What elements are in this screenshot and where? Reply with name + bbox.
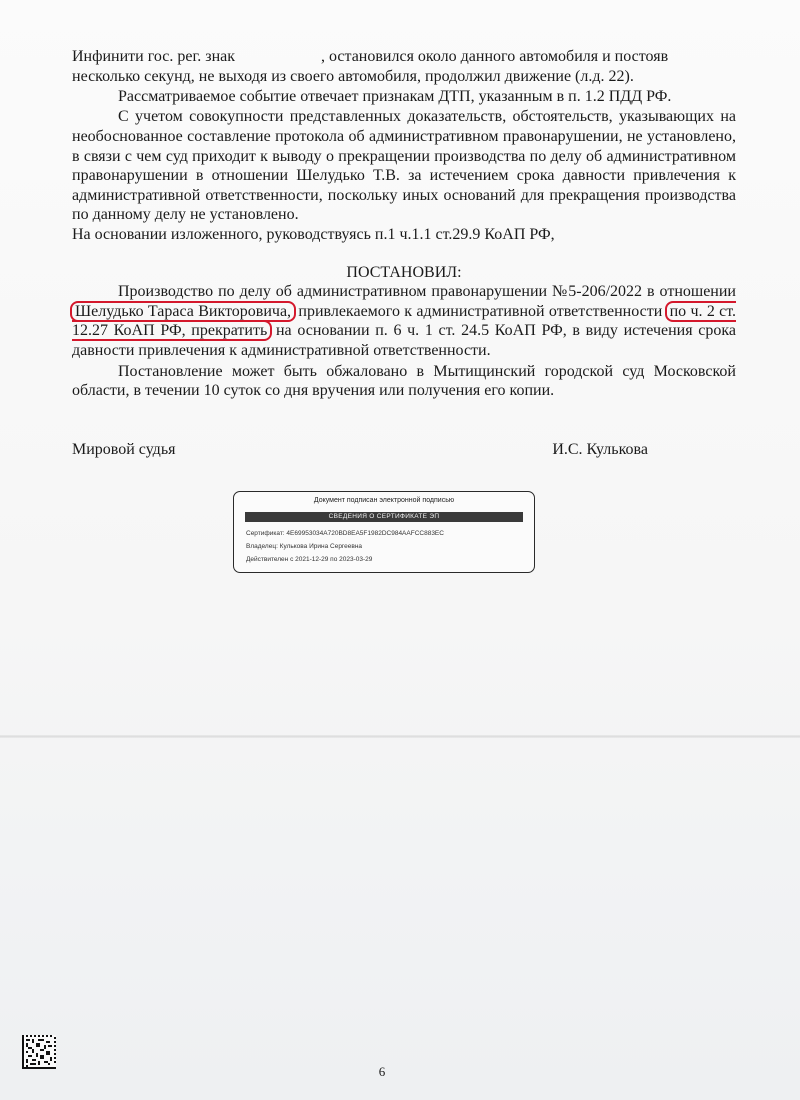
stamp-owner: Владелец: Кулькова Ирина Сергеевна: [246, 543, 363, 550]
para1-part2: , остановился около данного автомобиля и постояв: [321, 48, 669, 65]
paragraph-conclusion: С учетом совокупности представленных доказательств, обстоятельств, указывающих на необоснованное составление протокола об административном правонарушении, не установлено, в связи с чем суд приходит к выводу о прекращении производства по делу об административном правонарушении в отношении Шелудько Т.В. за истечением срока давности привлечения к административной ответственности, поскольку иных оснований для прекращения производства по данному делу не установлено.: [72, 108, 736, 224]
judge-title: Мировой судья: [72, 441, 176, 458]
paragraph-dtp: Рассматриваемое событие отвечает признакам ДТП, указанным в п. 1.2 ПДД РФ.: [118, 87, 672, 105]
para1-line2: несколько секунд, не выходя из своего автомобиля, продолжил движение (л.д. 22).: [72, 67, 634, 85]
paragraph-vehicle: [72, 47, 736, 67]
ruling-heading: ПОСТАНОВИЛ:: [346, 263, 462, 281]
highlighted-article: по ч. 2 ст. 12.27 КоАП РФ, прекратить: [72, 302, 737, 340]
page-number: 6: [378, 1064, 386, 1079]
paragraph-ruling: [72, 282, 736, 360]
highlighted-name: Шелудько Тараса Викторовича,: [70, 301, 296, 322]
stamp-header: Документ подписан электронной подписью: [313, 497, 455, 504]
stamp-certificate: Сертификат: 4E69953034A720BD8EA5F1982DC984AAFCC883EC: [246, 530, 444, 537]
paragraph-appeal: Постановление может быть обжаловано в Мытищинский городской суд Московской области, в течении 10 суток со дня вручения или получения его копии.: [72, 362, 736, 400]
electronic-signature-stamp: [233, 491, 535, 573]
para1-part1: Инфинити гос. рег. знак: [72, 48, 236, 65]
judge-name: И.С. Кулькова: [552, 441, 648, 458]
ruling-part1: Производство по делу об административном правонарушении №5-206/2022 в отношении: [118, 283, 736, 301]
ruling-part2: привлекаемого к административной ответственности: [298, 302, 663, 320]
signature-row: [72, 441, 648, 459]
stamp-validity: Действителен с 2021-12-29 по 2023-03-29: [246, 556, 373, 563]
document-body: [72, 47, 736, 401]
stamp-certificate-bar: СВЕДЕНИЯ О СЕРТИФИКАТЕ ЭП: [245, 512, 523, 522]
paper-fold: [0, 735, 800, 738]
paragraph-legal-basis: На основании изложенного, руководствуясь п.1 ч.1.1 ст.29.9 КоАП РФ,: [72, 225, 555, 243]
ruling-part3: на основании п. 6 ч. 1 ст. 24.5 КоАП РФ, в виду истечения срока давности привлечения к административной ответственности.: [72, 322, 737, 359]
